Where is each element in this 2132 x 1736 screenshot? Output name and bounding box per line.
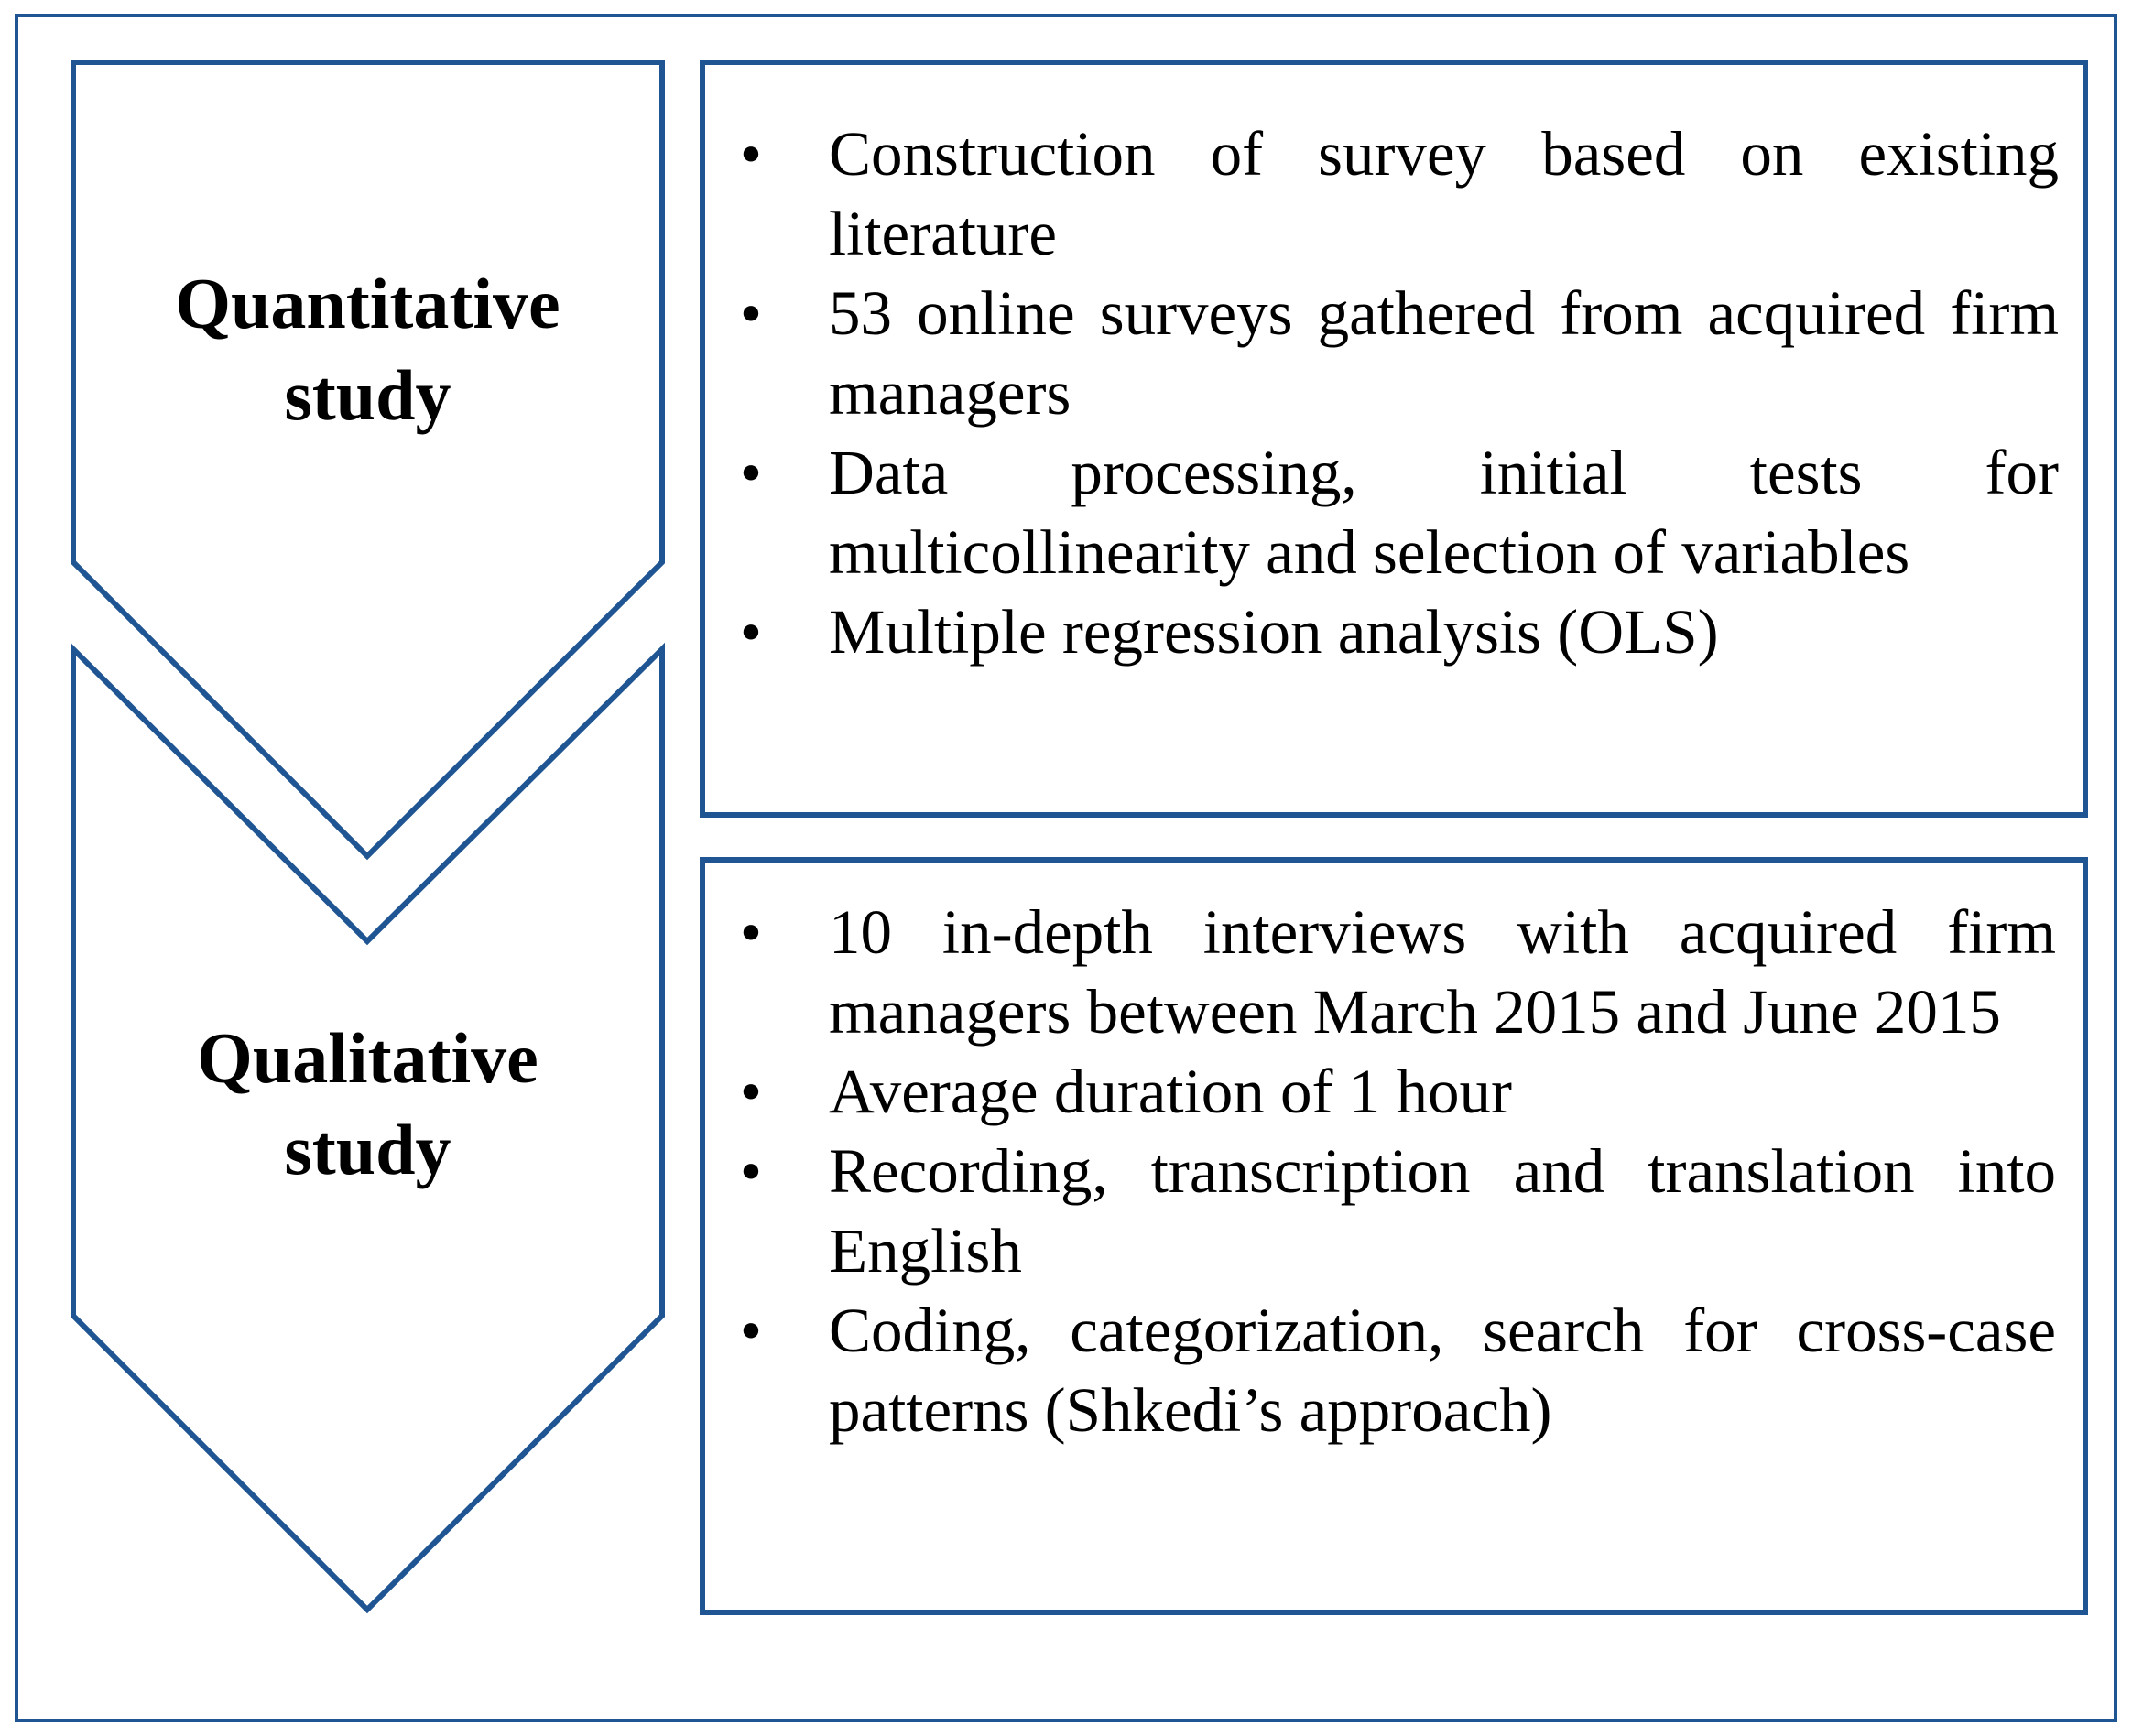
quantitative-step: [705, 433, 2059, 592]
quantitative-stage-label: Quantitative study: [175, 264, 560, 435]
qualitative-step: [705, 893, 2056, 1052]
quantitative-step: [705, 592, 2059, 672]
qualitative-step: [705, 1052, 2056, 1132]
quantitative-step-text: Data processing, initial tests for multicollinearity and selection of variables: [829, 438, 2059, 587]
quantitative-step: [705, 114, 2059, 274]
bullet-icon: •: [739, 897, 763, 967]
bullet-icon: •: [739, 438, 763, 507]
quantitative-step-text: Construction of survey based on existing literature: [829, 119, 2059, 268]
bullet-icon: •: [739, 119, 763, 189]
qualitative-step: [705, 1291, 2056, 1450]
qualitative-step-text: Coding, categorization, search for cross-case patterns (Shkedi’s approach): [829, 1296, 2056, 1445]
bullet-icon: •: [739, 1296, 763, 1365]
qualitative-stage-label: Qualitative study: [197, 1018, 538, 1189]
quantitative-step-text: Multiple regression analysis (OLS): [829, 597, 1719, 667]
bullet-icon: •: [739, 1136, 763, 1206]
qualitative-step-text: Average duration of 1 hour: [829, 1057, 1512, 1126]
quantitative-details-box: [705, 114, 2059, 672]
quantitative-step-text: 53 online surveys gathered from acquired firm managers: [829, 278, 2059, 428]
qualitative-step-text: 10 in-depth interviews with acquired firm managers between March 2015 and June 2015: [829, 897, 2056, 1047]
quantitative-step: [705, 274, 2059, 433]
qualitative-details-box: [705, 893, 2056, 1450]
qualitative-step-text: Recording, transcription and translation into English: [829, 1136, 2056, 1286]
bullet-icon: •: [739, 278, 763, 348]
bullet-icon: •: [739, 1057, 763, 1126]
qualitative-step: [705, 1132, 2056, 1291]
bullet-icon: •: [739, 597, 763, 667]
quantitative-steps-list: [705, 114, 2059, 672]
qualitative-steps-list: [705, 893, 2056, 1450]
